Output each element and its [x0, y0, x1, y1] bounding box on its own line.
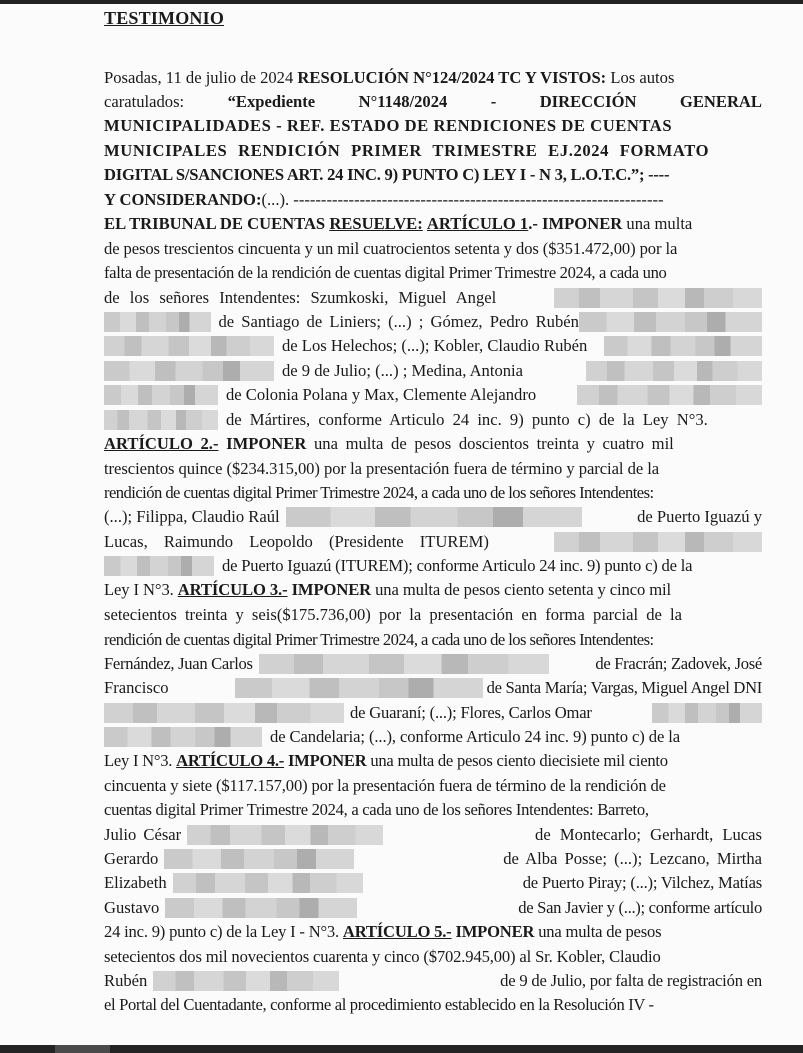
bold-run: GENERAL — [679, 92, 762, 111]
text-line — [104, 163, 762, 187]
redaction-block — [259, 654, 549, 674]
text-line — [104, 871, 762, 895]
redaction-block — [104, 703, 344, 723]
bold-run: Y CONSIDERANDO: — [104, 190, 262, 209]
bold-run: IMPONER — [284, 751, 367, 770]
redaction-block — [104, 361, 274, 381]
text-line — [104, 725, 762, 749]
top-dark-bar — [0, 0, 803, 4]
text-run: Rubén — [104, 971, 148, 990]
text-run: Fernández, Juan Carlos — [104, 654, 253, 673]
text-run: Los autos — [606, 68, 675, 87]
text-line — [104, 701, 762, 725]
text-line — [104, 676, 762, 700]
underlined-run: ARTÍCULO 5.- — [342, 922, 452, 941]
text-line — [104, 798, 762, 822]
text-run: rendición de cuentas digital Primer Trimestre 2024, a cada uno de los señores Intendentes: — [104, 630, 654, 649]
redaction-block — [554, 288, 762, 308]
bold-run: “Expediente — [227, 92, 316, 111]
underlined-run: ARTÍCULO 4.- — [176, 751, 285, 770]
text-line — [104, 237, 762, 261]
redaction-block — [104, 385, 218, 405]
text-run: una multa de pesos — [534, 922, 662, 941]
bold-run: RESOLUCIÓN N°124/2024 TC Y VISTOS: — [297, 68, 607, 87]
text-line — [104, 554, 762, 578]
text-line — [104, 432, 762, 456]
text-run: de Alba Posse; (...); Lezcano, Mirtha — [503, 849, 762, 868]
text-line — [104, 359, 762, 383]
bold-run: N°1148/2024 — [358, 92, 448, 111]
text-line — [104, 578, 762, 602]
text-run: cincuenta y siete ($117.157,00) por la presentación fuera de término de la rendición de — [104, 776, 666, 795]
redaction-block — [579, 312, 762, 332]
text-line — [104, 481, 762, 505]
text-run: una multa de pesos doscientos treinta y cuatro mil — [306, 434, 674, 453]
text-line — [104, 920, 762, 944]
text-run: de Puerto Iguazú y — [637, 507, 762, 526]
underlined-run: ARTÍCULO 1 — [426, 214, 529, 233]
bold-run: IMPONER — [218, 434, 307, 453]
text-line — [104, 628, 762, 652]
redaction-block — [104, 727, 262, 747]
bold-run: .- IMPONER — [528, 214, 623, 233]
text-line — [104, 896, 762, 920]
text-run: de 9 de Julio, por falta de registración en — [500, 971, 762, 990]
underlined-run: ARTÍCULO 2.- — [104, 434, 219, 453]
text-run: de 9 de Julio; (...) ; Medina, Antonia — [282, 361, 524, 380]
text-run: Gerardo — [104, 849, 159, 868]
text-run: de pesos trescientos cincuenta y un mil cuatrocientos setenta y dos ($351.472,00) por la — [104, 239, 678, 258]
text-run: Posadas, 11 de julio de 2024 — [104, 68, 298, 87]
text-line — [104, 823, 762, 847]
redaction-block — [104, 410, 218, 430]
text-line — [104, 310, 762, 334]
text-run: Gustavo — [104, 898, 160, 917]
redaction-block — [235, 678, 483, 698]
text-line — [104, 408, 762, 432]
text-run: falta de presentación de la rendición de cuentas digital Primer Trimestre 2024, a cada uno — [104, 263, 667, 282]
text-run: Francisco — [104, 678, 169, 697]
text-run: (...); Filippa, Claudio Raúl — [104, 507, 280, 526]
text-line — [104, 969, 762, 993]
redaction-block — [286, 507, 582, 527]
text-line — [104, 505, 762, 529]
text-line — [104, 945, 762, 969]
bold-run: DIRECCIÓN — [539, 92, 637, 111]
text-run: caratulados: — [104, 92, 185, 111]
text-line — [104, 993, 762, 1017]
bottom-bar-segment — [55, 1045, 110, 1053]
redaction-block — [104, 312, 211, 332]
redaction-block — [173, 873, 363, 893]
text-run: (...). ------------------------------------------------------------------- — [261, 190, 664, 209]
redaction-block — [652, 703, 762, 723]
bold-run: - — [490, 92, 497, 111]
text-line — [104, 286, 762, 310]
text-line — [104, 139, 762, 163]
bold-run: IMPONER — [287, 580, 372, 599]
redaction-block — [165, 898, 357, 918]
redaction-block — [104, 556, 214, 576]
text-run: Elizabeth — [104, 873, 167, 892]
redaction-block — [187, 825, 383, 845]
text-run: cuentas digital Primer Trimestre 2024, a cada uno de los señores Intendentes: Barreto, — [104, 800, 649, 819]
text-run: Ley I N°3. — [104, 580, 178, 599]
text-line — [104, 212, 762, 236]
redaction-block — [104, 336, 274, 356]
text-run: de Santa María; Vargas, Miguel Angel DNI — [486, 678, 762, 697]
text-run: de Montecarlo; Gerhardt, Lucas — [535, 825, 762, 844]
text-run: una multa de pesos ciento diecisiete mil ciento — [366, 751, 668, 770]
redaction-block — [153, 971, 339, 991]
bottom-dark-bar — [0, 1045, 803, 1053]
bold-run: MUNICIPALES RENDICIÓN PRIMER TRIMESTRE EJ.2024 FORMATO — [104, 141, 710, 160]
text-run: setecientos dos mil novecientos cuarenta y cinco ($702.945,00) al Sr. Kobler, Claudio — [104, 947, 661, 966]
text-line — [104, 383, 762, 407]
text-run: de los señores Intendentes: Szumkoski, Miguel Angel — [104, 288, 497, 307]
redaction-block — [554, 532, 762, 552]
text-run: de Puerto Piray; (...); Vilchez, Matías — [522, 873, 762, 892]
text-run: Ley I N°3. — [104, 751, 177, 770]
text-line — [104, 261, 762, 285]
text-line — [104, 530, 762, 554]
underlined-run: RESUELVE: — [329, 214, 423, 233]
text-run: de Santiago de Liniers; (...) ; Gómez, Pedro Rubén — [218, 312, 579, 331]
text-run: una multa de pesos ciento setenta y cinco mil — [371, 580, 672, 599]
redaction-block — [577, 385, 762, 405]
text-run: setecientos treinta y seis($175.736,00) por la presentación en forma parcial de la — [104, 605, 683, 624]
text-run: de Colonia Polana y Max, Clemente Alejandro — [226, 385, 537, 404]
text-line — [104, 66, 762, 90]
document-title: TESTIMONIO — [104, 8, 225, 28]
text-run: una multa — [622, 214, 693, 233]
text-line — [104, 188, 762, 212]
bold-run: IMPONER — [451, 922, 535, 941]
text-line — [104, 847, 762, 871]
text-line — [104, 652, 762, 676]
redaction-block — [586, 361, 762, 381]
text-line — [104, 114, 762, 138]
bold-run: DIGITAL S/SANCIONES ART. 24 INC. 9) PUNTO C) LEY I - N 3, L.O.T.C.”; ---- — [104, 165, 670, 184]
redaction-block — [604, 336, 762, 356]
text-run: el Portal del Cuentadante, conforme al procedimiento establecido en la Resolución IV - — [104, 995, 654, 1014]
bold-run: EL TRIBUNAL DE CUENTAS — [104, 214, 330, 233]
text-run: Lucas, Raimundo Leopoldo (Presidente ITUREM) — [104, 532, 489, 551]
text-run: rendición de cuentas digital Primer Trimestre 2024, a cada uno de los señores Intendentes: — [104, 483, 654, 502]
text-line — [104, 774, 762, 798]
text-line — [104, 334, 762, 358]
text-run: de Fracrán; Zadovek, José — [595, 654, 762, 673]
text-run: 24 inc. 9) punto c) de la Ley I - N°3. — [104, 922, 343, 941]
text-line — [104, 603, 762, 627]
text-run: trescientos quince ($234.315,00) por la presentación fuera de término y parcial de la — [104, 459, 660, 478]
redaction-block — [164, 849, 354, 869]
text-line — [104, 749, 762, 773]
underlined-run: ARTÍCULO 3.- — [177, 580, 288, 599]
text-line — [104, 457, 762, 481]
text-run: de Candelaria; (...), conforme Articulo 24 inc. 9) punto c) de la — [270, 727, 681, 746]
text-line — [104, 90, 762, 114]
text-run: de Puerto Iguazú (ITUREM); conforme Articulo 24 inc. 9) punto c) de la — [222, 556, 693, 575]
text-run: Julio César — [104, 825, 182, 844]
text-run: de Mártires, conforme Articulo 24 inc. 9) punto c) de la Ley N°3. — [226, 410, 708, 429]
text-run: de Los Helechos; (...); Kobler, Claudio Rubén — [282, 336, 588, 355]
text-run: de Guaraní; (...); Flores, Carlos Omar — [350, 703, 592, 722]
text-run: de San Javier y (...); conforme artículo — [518, 898, 762, 917]
bold-run: MUNICIPALIDADES - REF. ESTADO DE RENDICIONES DE CUENTAS — [104, 116, 673, 135]
